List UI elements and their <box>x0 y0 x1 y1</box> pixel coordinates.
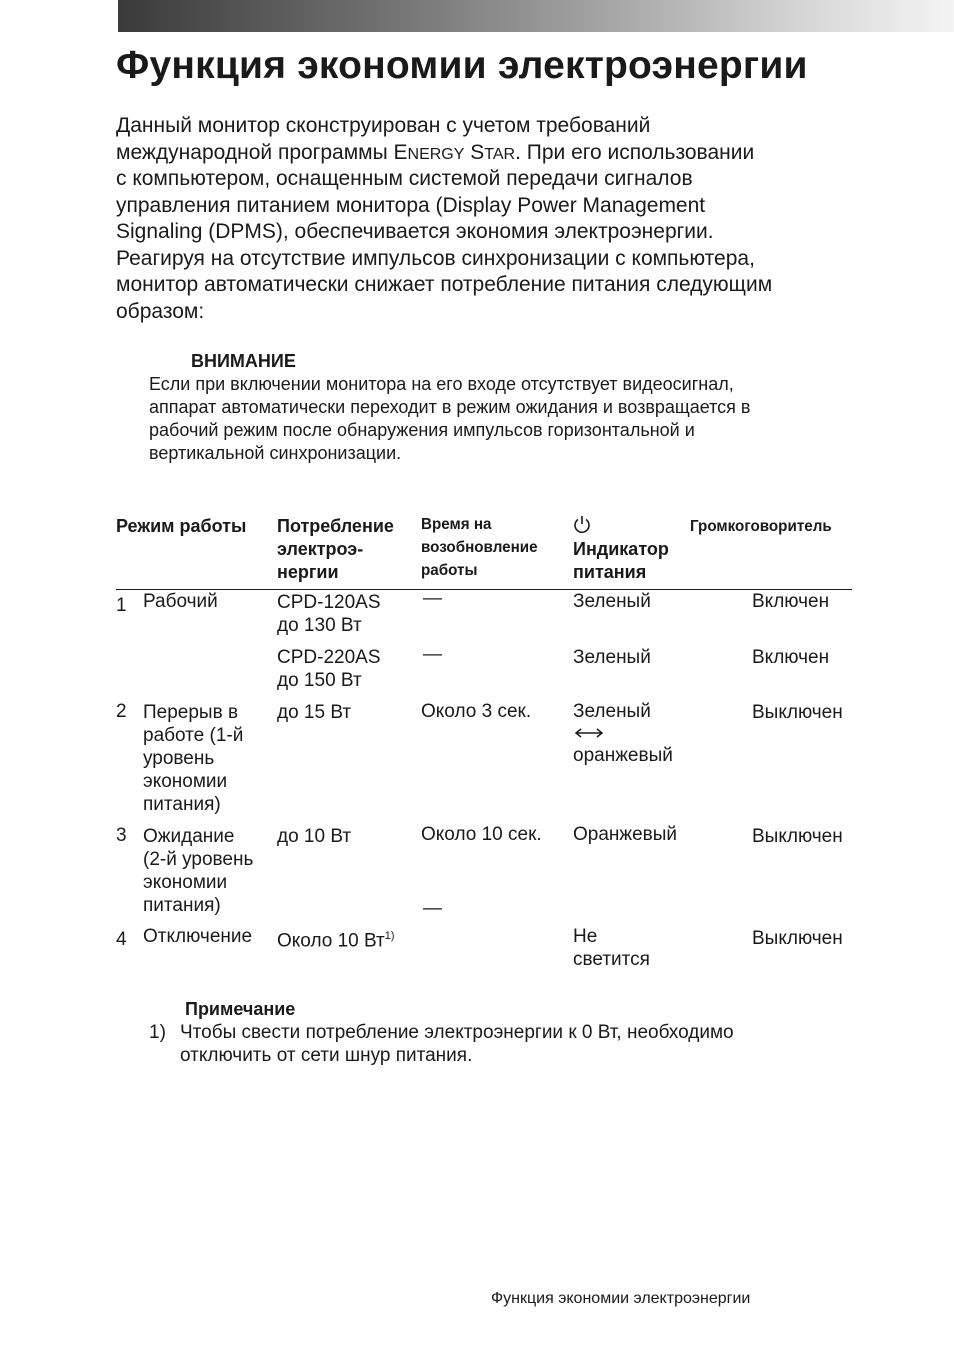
table-divider <box>116 589 852 590</box>
intro-line: монитор автоматически снижает потребление питания следующим <box>116 273 773 296</box>
star-smallcaps: TAR <box>484 146 516 163</box>
warning-line: вертикальной синхронизации. <box>149 443 402 463</box>
row-speaker: Включен <box>752 591 830 612</box>
note-line: Чтобы свести потребление электроэнергии к 0 Вт, необходимо <box>180 1022 734 1043</box>
row-indicator: Зеленый <box>573 647 651 668</box>
row-speaker: Выключен <box>752 928 843 949</box>
header-recovery: Время на <box>421 516 492 533</box>
row-indicator: Оранжевый <box>573 824 678 845</box>
warning-heading: ВНИМАНИЕ <box>191 351 296 371</box>
row-power: до 10 Вт <box>277 826 352 847</box>
header-power: нергии <box>277 562 339 582</box>
row-mode: работе (1-й <box>143 725 244 746</box>
intro-line: Данный монитор сконструирован с учетом требований <box>116 114 651 137</box>
row-power: CPD-220AS <box>277 647 381 668</box>
intro-text: . При его использовании <box>515 141 755 164</box>
intro-line: образом: <box>116 300 205 323</box>
note-marker: 1) <box>149 1022 166 1043</box>
row-mode: Рабочий <box>143 591 218 612</box>
header-recovery: возобновление <box>421 539 538 556</box>
energy-smallcaps: NERGY <box>407 146 465 163</box>
header-speaker: Громкоговоритель <box>690 518 832 535</box>
row-mode: Отключение <box>143 926 253 947</box>
intro-line: управления питанием монитора (Display Power Management <box>116 194 706 217</box>
row-mode: (2-й уровень <box>143 849 254 870</box>
row-indicator: Зеленый <box>573 591 651 612</box>
warning-line: аппарат автоматически переходит в режим ожидания и возвращается в <box>149 397 751 417</box>
row-power: до 15 Вт <box>277 702 352 723</box>
warning-line: рабочий режим после обнаружения импульсов горизонтальной и <box>149 420 695 440</box>
header-gradient-bar <box>118 0 954 32</box>
row-number: 1 <box>116 595 127 616</box>
row-mode: экономии <box>143 771 228 792</box>
row-power-value: Около 10 Вт <box>277 930 385 952</box>
row-power <box>277 925 395 952</box>
row-recovery: — <box>423 644 442 665</box>
row-mode: Ожидание <box>143 826 235 847</box>
page-title: Функция экономии электроэнергии <box>116 44 808 87</box>
footnote-ref: 1) <box>384 930 395 942</box>
row-number: 2 <box>116 701 127 722</box>
row-speaker: Выключен <box>752 702 843 723</box>
intro-line: Реагируя на отсутствие импульсов синхронизации с компьютера, <box>116 247 755 270</box>
row-speaker: Включен <box>752 647 830 668</box>
intro-text: международной программы E <box>116 141 408 164</box>
intro-text: S <box>464 141 485 164</box>
row-speaker: Выключен <box>752 826 843 847</box>
power-icon <box>572 514 592 534</box>
row-power: CPD-120AS <box>277 592 381 613</box>
row-power: до 130 Вт <box>277 615 362 636</box>
row-recovery: — <box>423 898 442 919</box>
note-heading: Примечание <box>185 999 296 1019</box>
row-indicator: Зеленый <box>573 701 651 722</box>
row-mode: питания) <box>143 895 221 916</box>
header-mode: Режим работы <box>116 516 247 536</box>
header-indicator: Индикатор <box>573 539 669 559</box>
row-mode: питания) <box>143 794 221 815</box>
row-indicator: светится <box>573 949 650 970</box>
intro-line: Signaling (DPMS), обеспечивается экономия электроэнергии. <box>116 220 714 243</box>
row-mode: экономии <box>143 872 228 893</box>
page-footer: Функция экономии электроэнергии <box>491 1290 751 1307</box>
row-recovery: — <box>423 588 442 609</box>
row-indicator: оранжевый <box>573 745 673 766</box>
row-number: 4 <box>116 929 127 950</box>
row-recovery: Около 3 сек. <box>421 701 532 722</box>
note-line: отключить от сети шнур питания. <box>180 1045 473 1066</box>
header-indicator: питания <box>573 562 647 582</box>
row-mode: Перерыв в <box>143 702 239 723</box>
row-mode: уровень <box>143 748 215 769</box>
header-power: электроэ- <box>277 539 364 559</box>
header-power: Потребление <box>277 516 394 536</box>
double-arrow-icon <box>573 727 605 739</box>
row-power: до 150 Вт <box>277 670 362 691</box>
header-recovery: работы <box>421 562 478 579</box>
intro-line: с компьютером, оснащенным системой передачи сигналов <box>116 167 693 190</box>
warning-line: Если при включении монитора на его входе отсутствует видеосигнал, <box>149 374 734 394</box>
intro-line <box>116 140 754 169</box>
row-recovery: Около 10 сек. <box>421 824 542 845</box>
row-number: 3 <box>116 825 127 846</box>
row-indicator: Не <box>573 926 598 947</box>
